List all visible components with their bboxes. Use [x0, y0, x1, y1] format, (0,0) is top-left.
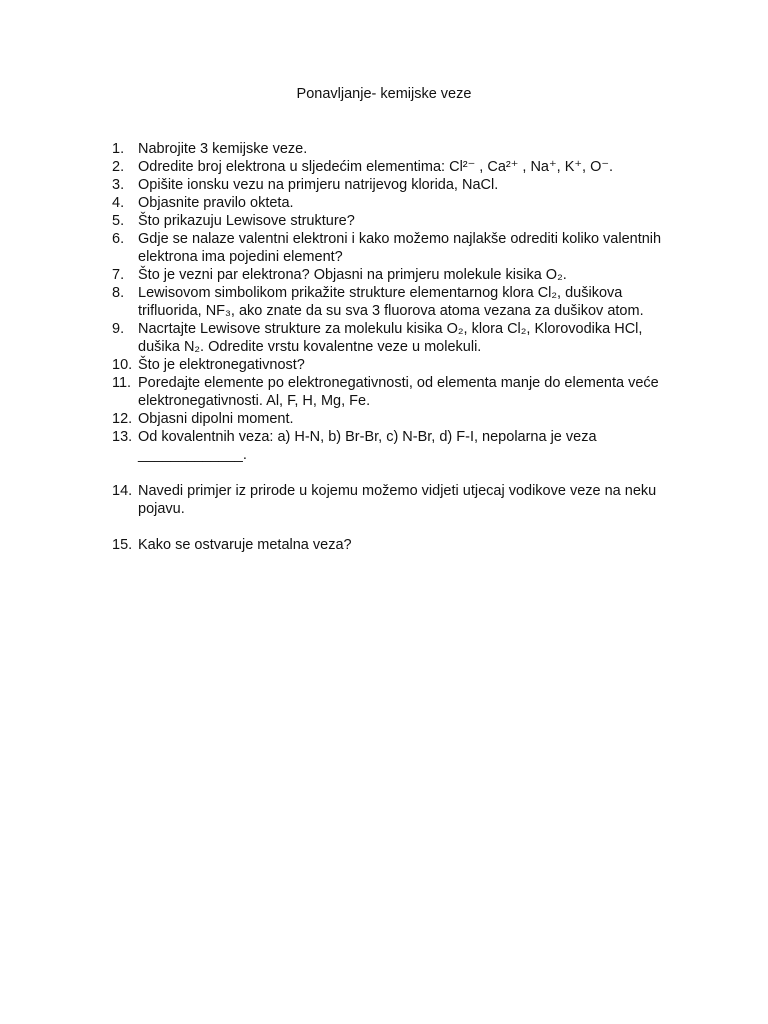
question-text: Što je vezni par elektrona? Objasni na primjeru molekule kisika O₂. — [138, 267, 567, 283]
question-item — [112, 284, 672, 320]
question-number: 11. — [112, 375, 132, 391]
question-number: 9. — [112, 321, 125, 337]
question-text: Gdje se nalaze valentni elektroni i kako možemo najlakše odrediti koliko valentnih elektrona ima pojedini element? — [138, 231, 662, 265]
question-number: 10. — [112, 357, 133, 373]
question-text: Objasnite pravilo okteta. — [138, 195, 294, 211]
question-number: 4. — [112, 195, 125, 211]
question-number: 8. — [112, 285, 125, 301]
question-number: 7. — [112, 267, 125, 283]
question-item — [112, 140, 672, 158]
question-number: 15. — [112, 537, 133, 553]
question-item — [112, 536, 672, 554]
question-number: 3. — [112, 177, 125, 193]
question-item — [112, 410, 672, 428]
question-item — [112, 230, 672, 266]
question-text: Što prikazuju Lewisove strukture? — [138, 213, 355, 229]
question-number: 6. — [112, 231, 125, 247]
question-item — [112, 176, 672, 194]
question-number: 12. — [112, 411, 133, 427]
question-list — [112, 140, 672, 554]
question-number: 14. — [112, 483, 133, 499]
question-number: 13. — [112, 429, 133, 445]
question-item — [112, 212, 672, 230]
document-title: Ponavljanje- kemijske veze — [296, 86, 472, 102]
question-text: Poredajte elemente po elektronegativnosti, od elementa manje do elementa veće elektronegativnosti. Al, F, H, Mg, Fe. — [138, 375, 659, 409]
question-number: 2. — [112, 159, 125, 175]
question-text: Lewisovom simbolikom prikažite strukture elementarnog klora Cl₂, dušikova trifluorida, NF₃, ako znate da su sva 3 fluorova atoma vezana za dušikov atom. — [138, 285, 644, 319]
question-text: Kako se ostvaruje metalna veza? — [138, 537, 352, 553]
question-item — [112, 374, 672, 410]
question-number: 5. — [112, 213, 125, 229]
question-item — [112, 482, 672, 518]
question-text: Objasni dipolni moment. — [138, 411, 294, 427]
question-item — [112, 158, 672, 176]
question-number: 1. — [112, 141, 125, 157]
question-text: Navedi primjer iz prirode u kojemu možemo vidjeti utjecaj vodikove veze na neku pojavu. — [138, 483, 657, 517]
question-text: Odredite broj elektrona u sljedećim elementima: Cl²⁻ , Ca²⁺ , Na⁺, K⁺, O⁻. — [138, 159, 614, 175]
question-item — [112, 356, 672, 374]
question-text: Od kovalentnih veza: a) H-N, b) Br-Br, c) N-Br, d) F-I, nepolarna je veza _____________. — [138, 429, 597, 463]
question-text: Opišite ionsku vezu na primjeru natrijevog klorida, NaCl. — [138, 177, 499, 193]
question-text: Nabrojite 3 kemijske veze. — [138, 141, 308, 157]
question-text: Nacrtajte Lewisove strukture za molekulu kisika O₂, klora Cl₂, Klorovodika HCl, dušika N₂. Odredite vrstu kovalentne veze u molekuli. — [138, 321, 643, 355]
question-item — [112, 266, 672, 284]
question-item — [112, 428, 672, 464]
question-text: Što je elektronegativnost? — [138, 357, 305, 373]
question-item — [112, 320, 672, 356]
question-item — [112, 194, 672, 212]
